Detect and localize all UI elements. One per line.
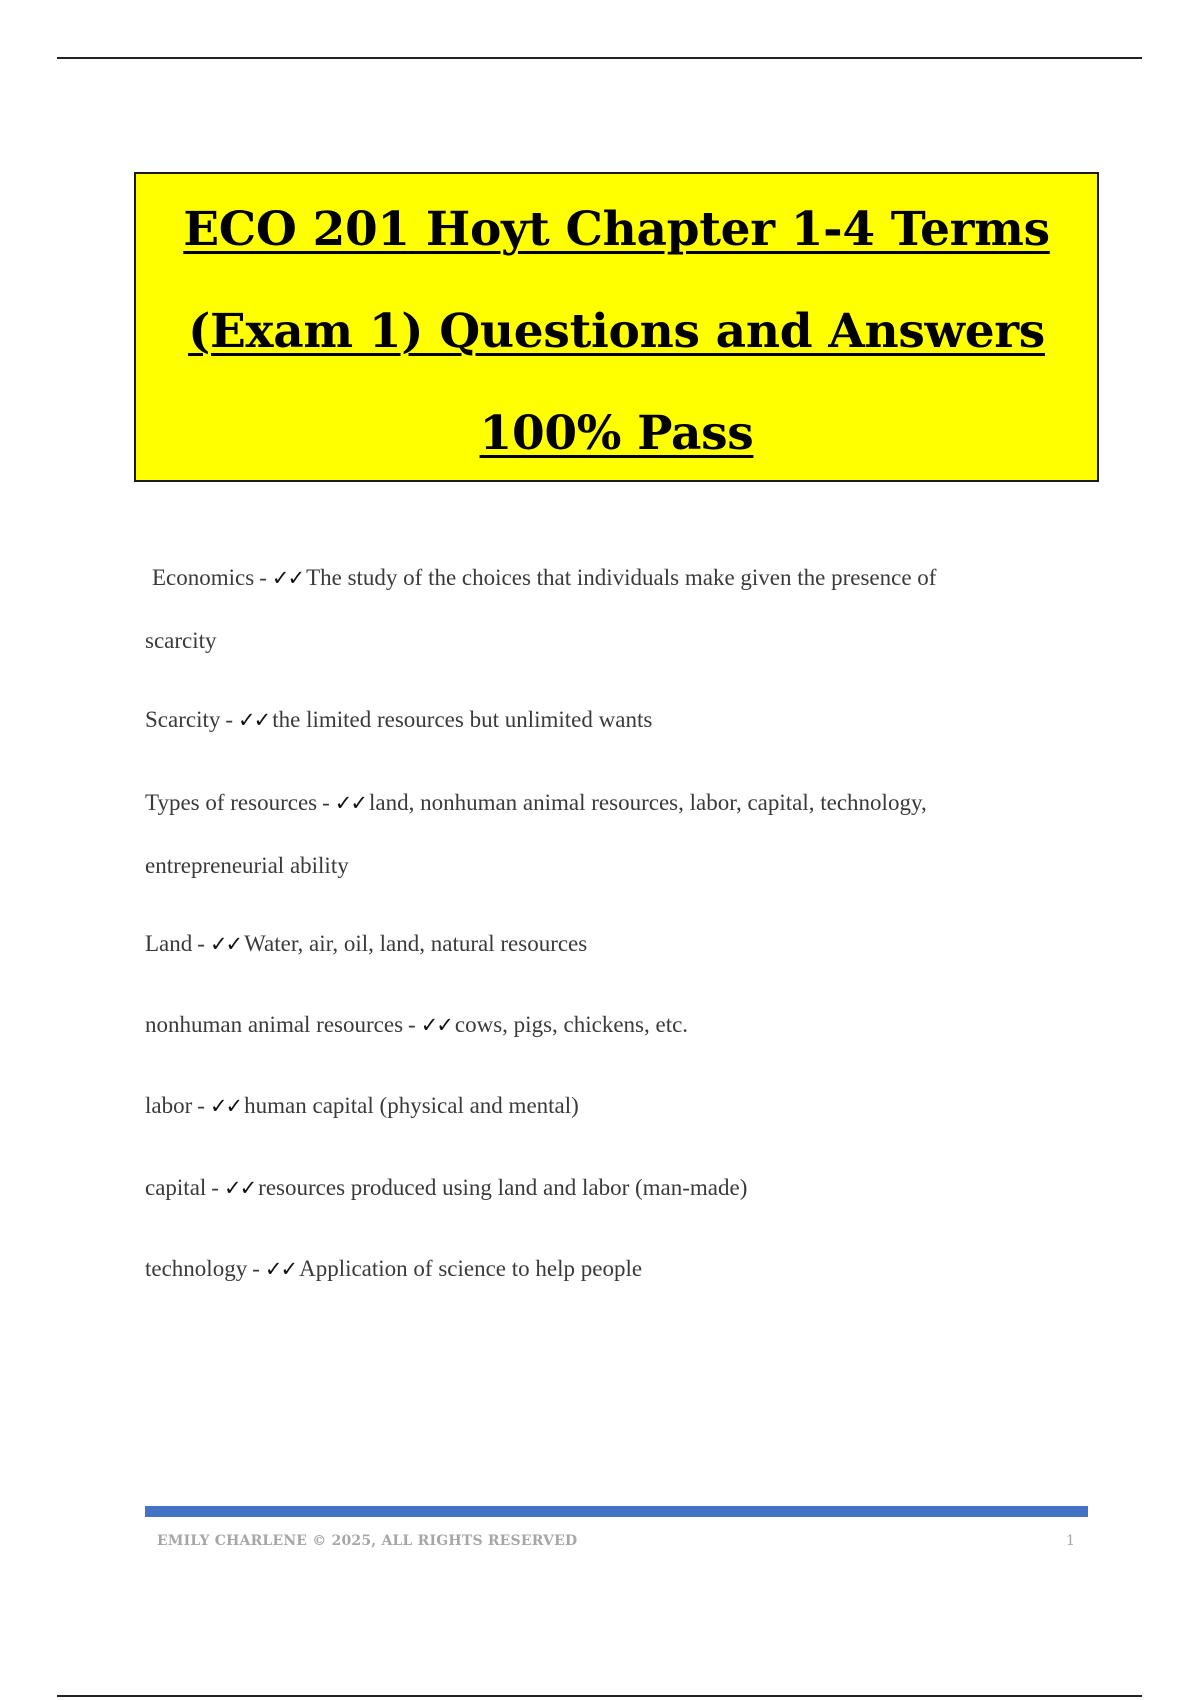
term-labor: labor - ✓✓ human capital (physical and mental) [145,1093,579,1118]
term-definition: the limited resources but unlimited wants [272,707,653,732]
term-nonhuman-animal-resources: nonhuman animal resources - ✓✓ cows, pigs, chickens, etc. [145,1012,689,1037]
check-icon: ✓✓ [271,566,304,590]
term-economics: Economics - ✓✓ The study of the choices that individuals make given the presence of [152,565,937,590]
term-scarcity: Scarcity - ✓✓ the limited resources but unlimited wants [145,707,653,732]
title-box [134,172,1099,482]
term-definition: land, nonhuman animal resources, labor, capital, technology, [368,790,927,815]
term-types-of-resources-continuation [145,834,1075,897]
term-definition-continuation: entrepreneurial ability [145,853,349,878]
term-definition: Water, air, oil, land, natural resources [244,931,588,956]
title-line-3: 100% Pass [479,406,754,461]
term-name: Types of resources [145,790,318,815]
term-definition: human capital (physical and mental) [244,1093,579,1118]
term-definition-continuation: scarcity [145,628,217,653]
check-icon: ✓✓ [264,1257,297,1281]
check-icon: ✓✓ [209,932,242,956]
term-definition: resources produced using land and labor (man-made) [258,1175,748,1200]
check-icon: ✓✓ [420,1013,452,1037]
term-definition: Application of science to help people [299,1256,643,1281]
term-name: Economics [152,565,255,590]
term-name: Scarcity [145,707,221,732]
term-definition: The study of the choices that individuals make given the presence of [306,565,937,590]
term-land: Land - ✓✓ Water, air, oil, land, natural resources [145,931,588,956]
term-definition: cows, pigs, chickens, etc. [454,1012,689,1037]
footer-copyright: EMILY CHARLENE © 2025, ALL RIGHTS RESERVED [157,1533,578,1549]
bottom-rule [57,1695,1142,1697]
document-title [136,174,1097,485]
term-capital: capital - ✓✓ resources produced using land and labor (man-made) [145,1175,748,1200]
term-name: labor [145,1093,193,1118]
check-icon: ✓✓ [223,1176,256,1200]
check-icon: ✓✓ [209,1094,242,1118]
title-line-2: (Exam 1) Questions and Answers [188,304,1045,359]
check-icon: ✓✓ [334,791,366,815]
term-technology: technology - ✓✓ Application of science to help people [145,1256,643,1281]
term-name: nonhuman animal resources [145,1012,404,1037]
term-name: technology [145,1256,248,1281]
title-line-1: ECO 201 Hoyt Chapter 1-4 Terms [183,202,1050,257]
term-economics-continuation [145,609,1075,672]
footer-bar [145,1506,1088,1517]
check-icon: ✓✓ [238,708,270,732]
page-number: 1 [1066,1533,1075,1549]
term-name: capital [145,1175,207,1200]
term-name: Land [145,931,193,956]
top-rule [57,57,1142,59]
term-types-of-resources: Types of resources - ✓✓ land, nonhuman animal resources, labor, capital, technology, [145,790,927,815]
